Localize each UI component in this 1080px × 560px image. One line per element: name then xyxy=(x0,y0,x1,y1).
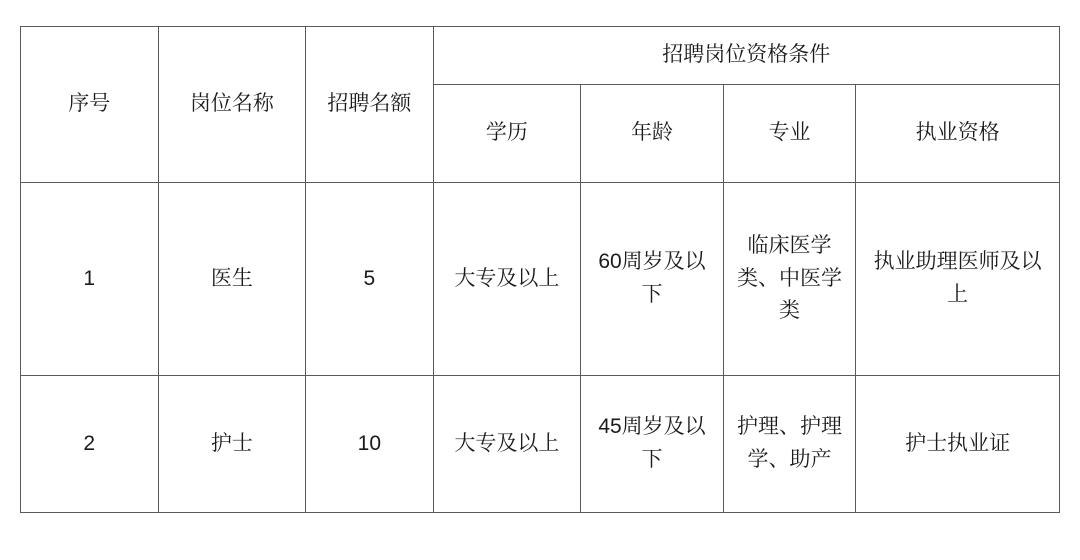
cell-post: 护士 xyxy=(158,376,306,513)
header-qualification-group: 招聘岗位资格条件 xyxy=(433,27,1059,85)
table-header xyxy=(21,27,1060,183)
table-row xyxy=(21,183,1060,376)
cell-major: 临床医学类、中医学类 xyxy=(723,183,855,376)
header-quota: 招聘名额 xyxy=(306,27,433,183)
cell-age: 45周岁及以下 xyxy=(581,376,724,513)
header-education: 学历 xyxy=(433,85,581,183)
cell-seq: 2 xyxy=(21,376,159,513)
cell-post: 医生 xyxy=(158,183,306,376)
table-row xyxy=(21,376,1060,513)
cell-quota: 5 xyxy=(306,183,433,376)
table-header-row-group xyxy=(21,27,1060,85)
cell-certificate: 护士执业证 xyxy=(856,376,1060,513)
header-age: 年龄 xyxy=(581,85,724,183)
header-post: 岗位名称 xyxy=(158,27,306,183)
cell-seq: 1 xyxy=(21,183,159,376)
header-certificate: 执业资格 xyxy=(856,85,1060,183)
header-major: 专业 xyxy=(723,85,855,183)
cell-age: 60周岁及以下 xyxy=(581,183,724,376)
recruitment-table xyxy=(20,26,1060,513)
cell-education: 大专及以上 xyxy=(433,183,581,376)
cell-certificate: 执业助理医师及以上 xyxy=(856,183,1060,376)
table-body xyxy=(21,183,1060,513)
header-seq: 序号 xyxy=(21,27,159,183)
cell-major: 护理、护理学、助产 xyxy=(723,376,855,513)
cell-education: 大专及以上 xyxy=(433,376,581,513)
cell-quota: 10 xyxy=(306,376,433,513)
